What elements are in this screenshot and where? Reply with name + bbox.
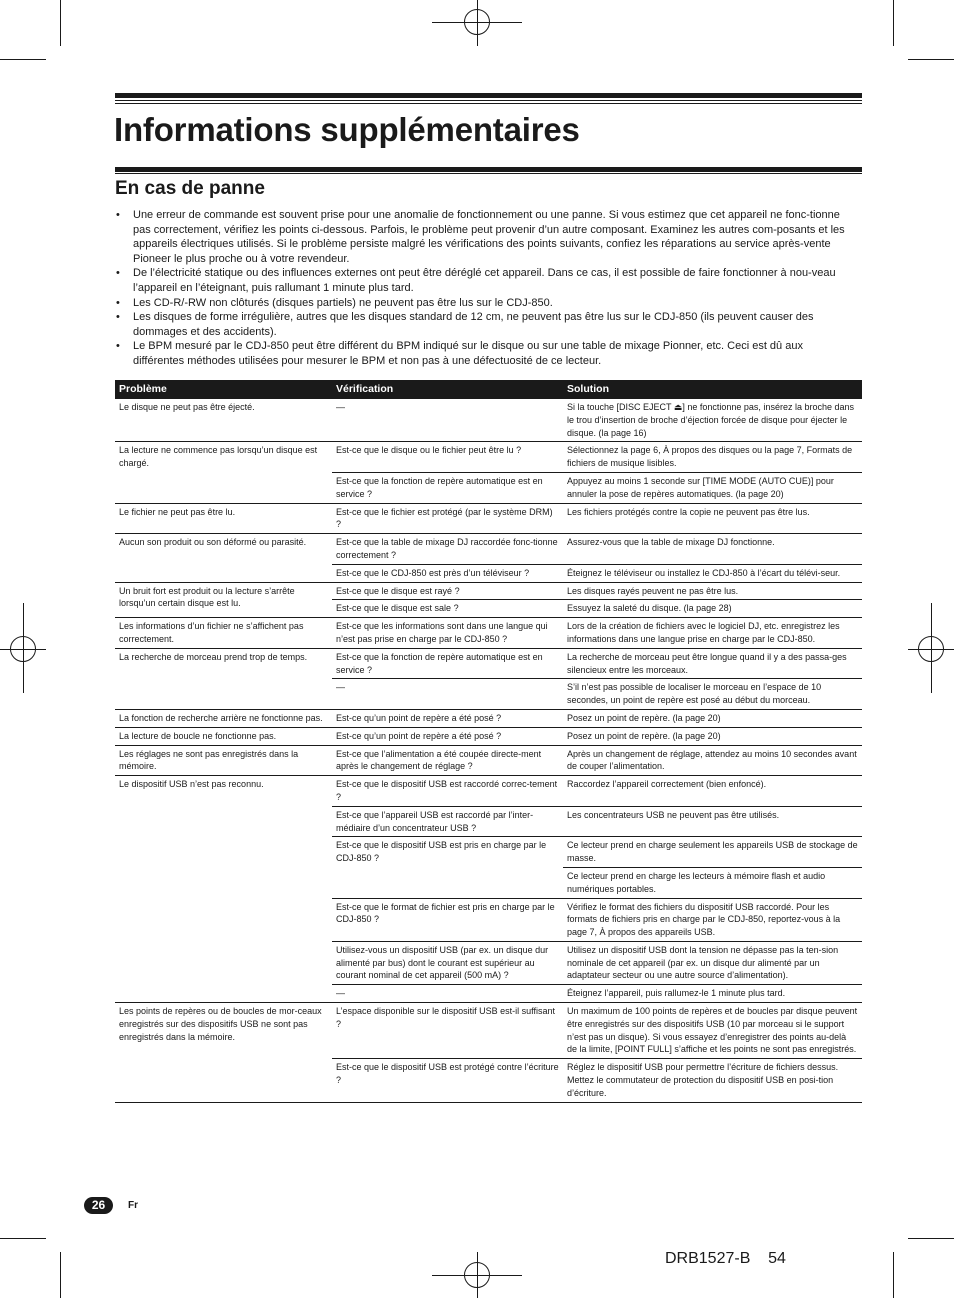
table-row (115, 776, 862, 807)
check-cell: Est-ce que la table de mixage DJ raccordée fonc-tionne correctement ? (332, 534, 563, 565)
solution-cell: Assurez-vous que la table de mixage DJ fonctionne. (563, 534, 862, 565)
solution-cell: La recherche de morceau peut être longue quand il y a des passa-ges silencieux entre les morceaux. (563, 648, 862, 679)
check-cell: — (332, 679, 563, 710)
registration-line (931, 603, 932, 693)
solution-cell: Éteignez l’appareil, puis rallumez-le 1 minute plus tard. (563, 985, 862, 1003)
solution-cell: Utilisez un dispositif USB dont la tension ne dépasse pas la ten-sion nominale de cet appareil (par ex. un disque dur alimenté par un adaptateur secteur ou une autre source d’alimentation). (563, 941, 862, 984)
check-cell: Est-ce que le disque ou le fichier peut être lu ? (332, 442, 563, 473)
table-row (115, 648, 862, 679)
bullet-item: • Une erreur de commande est souvent prise pour une anomalie de fonctionnement ou une panne. Si vous estimez que cet appareil ne fonc-tionne pas correctement, vérifiez les points ci-dessous. Parfois, le problème peut provenir d’un autre composant. Examinez les autres com-posants et les appareils électriques utilisés. Si le problème persiste malgré les vérifications des points suivants, confiez les réparations au service après-vente Pioneer le plus proche ou à votre revendeur. (115, 208, 852, 266)
check-cell: Est-ce que le disque est sale ? (332, 600, 563, 618)
problem-cell: Un bruit fort est produit ou la lecture s’arrête lorsqu’un certain disque est lu. (115, 582, 332, 618)
solution-cell: Les fichiers protégés contre la copie ne peuvent pas être lus. (563, 503, 862, 534)
table-row (115, 442, 862, 473)
header-problem: Problème (115, 380, 332, 399)
crop-mark (893, 0, 894, 46)
check-cell: Est-ce que le CDJ-850 est près d’un téléviseur ? (332, 564, 563, 582)
check-cell: Est-ce que le fichier est protégé (par le système DRM) ? (332, 503, 563, 534)
section-title: En cas de panne (115, 178, 265, 199)
check-cell: Est-ce qu’un point de repère a été posé ? (332, 709, 563, 727)
solution-cell: Si la touche [DISC EJECT ⏏] ne fonctionne pas, insérez la broche dans le trou d’insertion de broche d’éjection forcée de disque pour éjecter le disque. (la page 16) (563, 399, 862, 442)
check-cell: Est-ce que le disque est rayé ? (332, 582, 563, 600)
check-cell: Est-ce que la fonction de repère automatique est en service ? (332, 472, 563, 503)
page-language: Fr (128, 1200, 138, 1211)
crop-mark (908, 59, 954, 60)
registration-line (477, 0, 478, 46)
problem-cell: Les informations d’un fichier ne s’affichent pas correctement. (115, 618, 332, 649)
check-cell: Est-ce que le dispositif USB est protégé contre l’écriture ? (332, 1059, 563, 1102)
solution-cell: Éteignez le téléviseur ou installez le CDJ-850 à l’écart du télévi-seur. (563, 564, 862, 582)
registration-line (0, 649, 46, 650)
bullet-list (115, 208, 852, 369)
crop-mark (60, 0, 61, 46)
table-row (115, 618, 862, 649)
solution-cell: Réglez le dispositif USB pour permettre l’écriture de fichiers dessus. Mettez le commutateur de protection du dispositif USB en posi-tion d’écriture. (563, 1059, 862, 1102)
table-row (115, 745, 862, 776)
header-solution: Solution (563, 380, 862, 399)
crop-mark (60, 1252, 61, 1298)
header-check: Vérification (332, 380, 563, 399)
check-cell: Utilisez-vous un dispositif USB (par ex. un disque dur alimenté par bus) dont le courant est supérieur au courant nominal de cet appareil (500 mA) ? (332, 941, 563, 984)
crop-mark (0, 1238, 46, 1239)
page-title: Informations supplémentaires (114, 111, 580, 148)
check-cell: Est-ce que le dispositif USB est raccordé correc-tement ? (332, 776, 563, 807)
table-row (115, 534, 862, 565)
crop-mark (893, 1252, 894, 1298)
table-row (115, 399, 862, 442)
table-row (115, 709, 862, 727)
solution-cell: Lors de la création de fichiers avec le logiciel DJ, etc. enregistrez les informations dans une langue prise en charge par le CDJ-850. (563, 618, 862, 649)
solution-cell: Sélectionnez la page 6, À propos des disques ou la page 7, Formats de fichiers de musique lisibles. (563, 442, 862, 473)
solution-cell: Posez un point de repère. (la page 20) (563, 709, 862, 727)
registration-line (908, 649, 954, 650)
registration-line (477, 1252, 478, 1298)
check-cell: Est-ce que l’alimentation a été coupée directe-ment après le changement de réglage ? (332, 745, 563, 776)
check-cell: Est-ce que les informations sont dans une langue qui n’est pas prise en charge par le CDJ-850 ? (332, 618, 563, 649)
solution-cell: Raccordez l’appareil correctement (bien enfoncé). (563, 776, 862, 807)
section-rule (115, 173, 862, 174)
table-body (115, 399, 862, 1102)
problem-cell: Les réglages ne sont pas enregistrés dans la mémoire. (115, 745, 332, 776)
check-cell: Est-ce que l’appareil USB est raccordé par l’inter-médiaire d’un concentrateur USB ? (332, 806, 563, 837)
table-row (115, 503, 862, 534)
problem-cell: Le fichier ne peut pas être lu. (115, 503, 332, 534)
problem-cell: La fonction de recherche arrière ne fonctionne pas. (115, 709, 332, 727)
troubleshooting-table (115, 380, 862, 1103)
solution-cell: S’il n’est pas possible de localiser le morceau en l’espace de 10 secondes, un point de repère est posé au début du morceau. (563, 679, 862, 710)
problem-cell: Aucun son produit ou son déformé ou parasité. (115, 534, 332, 582)
registration-line (23, 603, 24, 693)
table-row (115, 1003, 862, 1059)
bullet-item: • De l’électricité statique ou des influences externes ont peut être déréglé cet appareil. Dans ce cas, il est possible de faire fonctionner à nou-veau l’appareil en l’éteignant, puis rallumant 1 minute plus tard. (115, 266, 852, 295)
solution-cell: Appuyez au moins 1 seconde sur [TIME MODE (AUTO CUE)] pour annuler la pose de repères automatiques. (la page 20) (563, 472, 862, 503)
solution-cell: Les disques rayés peuvent ne pas être lus. (563, 582, 862, 600)
solution-cell: Posez un point de repère. (la page 20) (563, 727, 862, 745)
solution-cell: Un maximum de 100 points de repères et de boucles par disque peuvent être enregistrés sur des dispositifs USB (10 par morceau si le support n’est pas un disque). Si vous essayez d’enregistrer des points au-delà de la limite, [POINT FULL] s’affiche et les points ne sont pas enregistrés. (563, 1003, 862, 1059)
document-code: DRB1527-B 54 (665, 1250, 786, 1267)
table-row (115, 582, 862, 600)
solution-cell: Ce lecteur prend en charge les lecteurs à mémoire flash et audio numériques portables. (563, 867, 862, 898)
check-cell: — (332, 399, 563, 442)
check-cell: Est-ce que le format de fichier est pris en charge par le CDJ-850 ? (332, 898, 563, 941)
solution-cell: Vérifiez le format des fichiers du dispositif USB raccordé. Pour les formats de fichiers pris en charge par le CDJ-850, reportez-vous à la page 7, À propos des appareils USB. (563, 898, 862, 941)
table-header-row (115, 380, 862, 399)
check-cell: — (332, 985, 563, 1003)
problem-cell: Le disque ne peut pas être éjecté. (115, 399, 332, 442)
solution-cell: Ce lecteur prend en charge seulement les appareils USB de stockage de masse. (563, 837, 862, 868)
problem-cell: Le dispositif USB n’est pas reconnu. (115, 776, 332, 1003)
title-rule (115, 103, 862, 104)
bullet-item: • Les disques de forme irrégulière, autres que les disques standard de 12 cm, ne peuvent pas être lus sur le CDJ-850 (ils peuvent causer des dommages et des accidents). (115, 310, 852, 339)
crop-mark (908, 1238, 954, 1239)
check-cell: L’espace disponible sur le dispositif USB est-il suffisant ? (332, 1003, 563, 1059)
table-row (115, 727, 862, 745)
problem-cell: La lecture de boucle ne fonctionne pas. (115, 727, 332, 745)
title-rule (115, 93, 862, 98)
title-rule (115, 100, 862, 101)
problem-cell: La lecture ne commence pas lorsqu’un disque est chargé. (115, 442, 332, 503)
check-cell: Est-ce que la fonction de repère automatique est en service ? (332, 648, 563, 679)
problem-cell: La recherche de morceau prend trop de temps. (115, 648, 332, 709)
section-rule (115, 167, 862, 172)
solution-cell: Essuyez la saleté du disque. (la page 28) (563, 600, 862, 618)
page-number: 26 (84, 1197, 113, 1214)
solution-cell: Les concentrateurs USB ne peuvent pas être utilisés. (563, 806, 862, 837)
solution-cell: Après un changement de réglage, attendez au moins 10 secondes avant de couper l’alimentation. (563, 745, 862, 776)
check-cell: Est-ce qu’un point de repère a été posé ? (332, 727, 563, 745)
problem-cell: Les points de repères ou de boucles de mor-ceaux enregistrés sur des dispositifs USB ne sont pas enregistrés dans la mémoire. (115, 1003, 332, 1103)
check-cell: Est-ce que le dispositif USB est pris en charge par le CDJ-850 ? (332, 837, 563, 898)
bullet-item: • Le BPM mesuré par le CDJ-850 peut être différent du BPM indiqué sur le disque ou sur une table de mixage Pionner, etc. Ceci est dû aux différentes méthodes utilisées pour mesurer le BPM et non pas à une défectuosité de ce lecteur. (115, 339, 852, 368)
crop-mark (0, 59, 46, 60)
bullet-item: • Les CD-R/-RW non clôturés (disques partiels) ne peuvent pas être lus sur le CDJ-850. (115, 296, 852, 311)
